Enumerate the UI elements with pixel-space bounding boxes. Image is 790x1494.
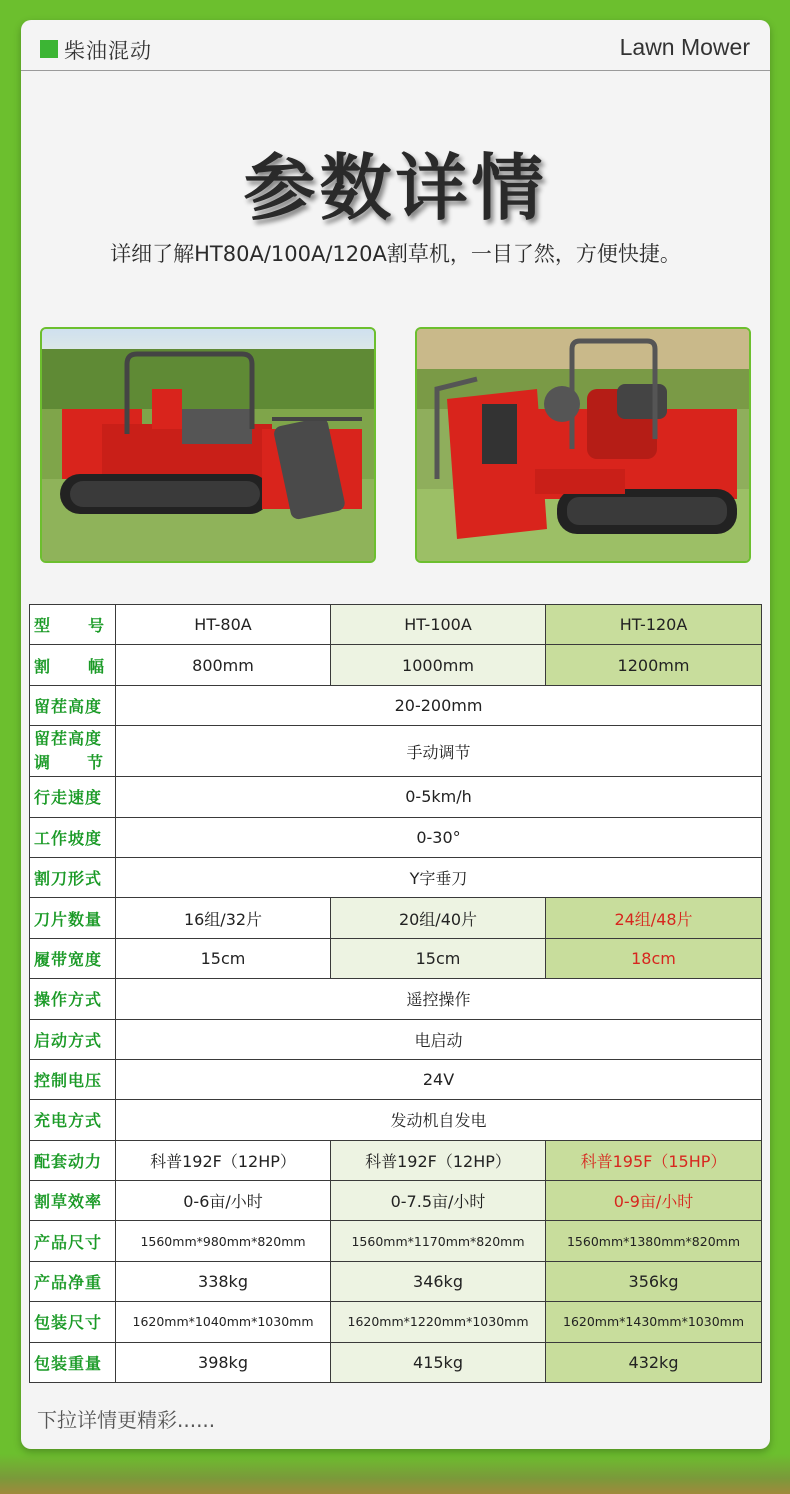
merged-cell: 电启动 — [116, 1019, 762, 1059]
table-row — [30, 1261, 762, 1301]
table-row — [30, 605, 762, 645]
table-row — [30, 1100, 762, 1140]
merged-cell: 0-30° — [116, 817, 762, 857]
lawn-mower-photo-side — [40, 327, 376, 563]
merged-cell: 发动机自发电 — [116, 1100, 762, 1140]
table-row — [30, 1302, 762, 1342]
merged-cell: 20-200mm — [116, 685, 762, 725]
row-label: 履带宽度 — [30, 938, 116, 978]
merged-cell: 24V — [116, 1059, 762, 1099]
cell-ht80: 科普192F（12HP） — [116, 1140, 331, 1180]
row-label: 操作方式 — [30, 979, 116, 1019]
cell-ht100: 1620mm*1220mm*1030mm — [331, 1302, 546, 1342]
product-card — [21, 20, 770, 1449]
background-grass — [0, 1454, 790, 1494]
spec-table — [29, 604, 762, 1383]
cell-ht100: 346kg — [331, 1261, 546, 1301]
table-row — [30, 1140, 762, 1180]
table-row — [30, 1059, 762, 1099]
cell-ht120: 1560mm*1380mm*820mm — [546, 1221, 762, 1261]
cell-ht80: 0-6亩/小时 — [116, 1181, 331, 1221]
merged-cell: 0-5km/h — [116, 777, 762, 817]
table-row — [30, 938, 762, 978]
row-label: 产品净重 — [30, 1261, 116, 1301]
row-label: 行走速度 — [30, 777, 116, 817]
lawn-mower-photo-front — [415, 327, 751, 563]
row-label: 启动方式 — [30, 1019, 116, 1059]
cell-ht120: HT-120A — [546, 605, 762, 645]
cell-ht100: 20组/40片 — [331, 898, 546, 938]
cell-ht100: 1560mm*1170mm*820mm — [331, 1221, 546, 1261]
cell-ht100: HT-100A — [331, 605, 546, 645]
scroll-more-hint: 下拉详情更精彩...... — [37, 1408, 216, 1432]
row-label: 割 幅 — [30, 645, 116, 685]
row-label: 配套动力 — [30, 1140, 116, 1180]
cell-ht120: 356kg — [546, 1261, 762, 1301]
row-label: 工作坡度 — [30, 817, 116, 857]
table-row — [30, 685, 762, 725]
row-label: 型 号 — [30, 605, 116, 645]
table-row — [30, 898, 762, 938]
row-label: 包装尺寸 — [30, 1302, 116, 1342]
row-label — [30, 726, 116, 777]
cell-ht120: 18cm — [546, 938, 762, 978]
cell-ht80: 1620mm*1040mm*1030mm — [116, 1302, 331, 1342]
merged-cell: Y字垂刀 — [116, 857, 762, 897]
cell-ht80: 16组/32片 — [116, 898, 331, 938]
cell-ht120: 1620mm*1430mm*1030mm — [546, 1302, 762, 1342]
table-row — [30, 1019, 762, 1059]
row-label: 包装重量 — [30, 1342, 116, 1382]
top-bar — [21, 20, 770, 71]
green-square-icon — [40, 40, 58, 58]
merged-cell: 遥控操作 — [116, 979, 762, 1019]
table-row — [30, 1181, 762, 1221]
english-title: Lawn Mower — [619, 34, 750, 60]
cell-ht80: 398kg — [116, 1342, 331, 1382]
row-label-line2: 调 节 — [34, 753, 104, 773]
cell-ht100: 415kg — [331, 1342, 546, 1382]
cell-ht80: 15cm — [116, 938, 331, 978]
row-label: 割草效率 — [30, 1181, 116, 1221]
page-title: 参数详情 — [243, 146, 548, 230]
cell-ht80: 800mm — [116, 645, 331, 685]
cell-ht120: 24组/48片 — [546, 898, 762, 938]
cell-ht120: 432kg — [546, 1342, 762, 1382]
row-label: 刀片数量 — [30, 898, 116, 938]
cell-ht100: 科普192F（12HP） — [331, 1140, 546, 1180]
table-row — [30, 1221, 762, 1261]
brand-label: 柴油混动 — [64, 39, 152, 63]
cell-ht100: 15cm — [331, 938, 546, 978]
cell-ht80: 1560mm*980mm*820mm — [116, 1221, 331, 1261]
cell-ht120: 1200mm — [546, 645, 762, 685]
row-label: 割刀形式 — [30, 857, 116, 897]
merged-cell: 手动调节 — [116, 726, 762, 777]
table-row — [30, 979, 762, 1019]
row-label: 控制电压 — [30, 1059, 116, 1099]
page-subtitle: 详细了解HT80A/100A/120A割草机，一目了然，方便快捷。 — [110, 242, 681, 266]
table-row — [30, 817, 762, 857]
table-row — [30, 645, 762, 685]
cell-ht120: 0-9亩/小时 — [546, 1181, 762, 1221]
row-label: 充电方式 — [30, 1100, 116, 1140]
cell-ht120: 科普195F（15HP） — [546, 1140, 762, 1180]
cell-ht100: 0-7.5亩/小时 — [331, 1181, 546, 1221]
row-label: 留茬高度 — [30, 685, 116, 725]
cell-ht80: HT-80A — [116, 605, 331, 645]
table-row — [30, 1342, 762, 1382]
table-row — [30, 857, 762, 897]
cell-ht80: 338kg — [116, 1261, 331, 1301]
cell-ht100: 1000mm — [331, 645, 546, 685]
row-label: 产品尺寸 — [30, 1221, 116, 1261]
table-row — [30, 726, 762, 777]
table-row — [30, 777, 762, 817]
row-label-line1: 留茬高度 — [34, 729, 103, 749]
